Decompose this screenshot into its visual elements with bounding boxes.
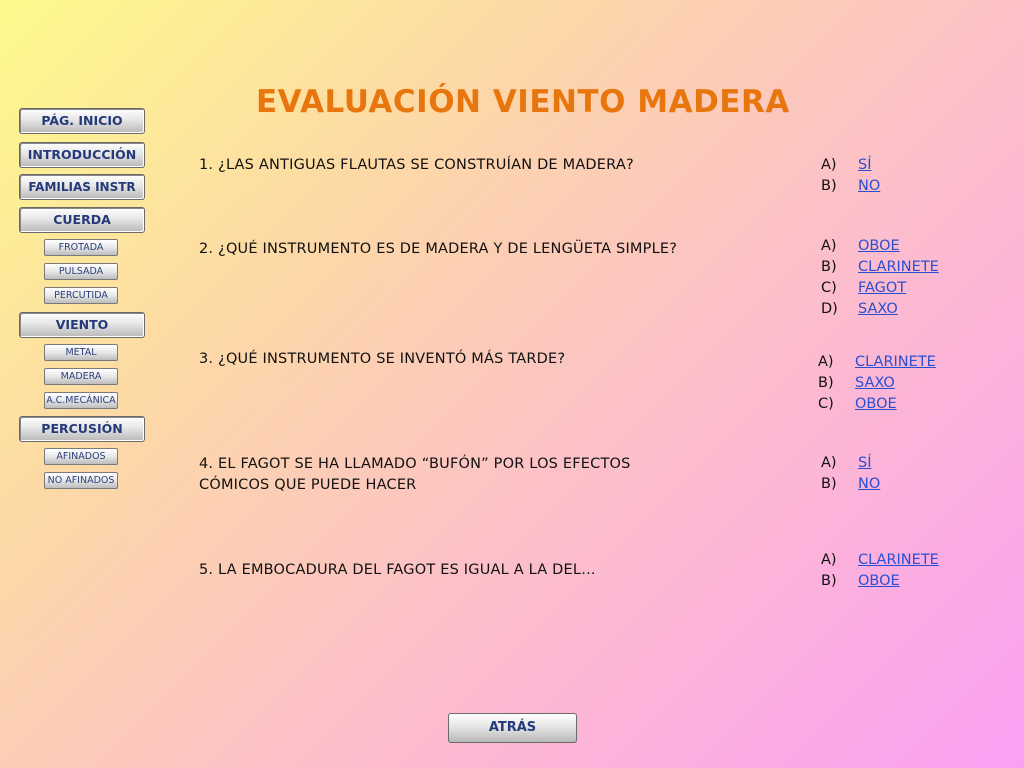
question-3: 3. ¿QUÉ INSTRUMENTO SE INVENTÓ MÁS TARDE? [199,351,566,367]
nav-button-madera[interactable]: MADERA [44,368,118,385]
option-letter: A) [821,552,837,568]
question-1-options [821,155,991,197]
option-letter: B) [821,178,837,194]
option-row [818,352,988,373]
nav-button-inicio[interactable]: PÁG. INICIO [19,108,145,134]
answer-link-q2-a[interactable]: OBOE [858,238,900,254]
option-row [821,453,991,474]
question-3-options [818,352,988,415]
answer-link-q2-c[interactable]: FAGOT [858,280,907,296]
answer-link-q4-b[interactable]: NO [858,476,881,492]
option-row [821,278,991,299]
nav-button-percusion[interactable]: PERCUSIÓN [19,416,145,442]
nav-button-cuerda[interactable]: CUERDA [19,207,145,233]
nav-button-acmecanica[interactable]: A.C.MECÁNICA [44,392,118,409]
page-title: EVALUACIÓN VIENTO MADERA [256,84,790,120]
question-5-options [821,550,991,592]
nav-button-noafinados[interactable]: NO AFINADOS [44,472,118,489]
option-letter: A) [818,354,834,370]
option-row [821,299,991,320]
option-row [821,257,991,278]
nav-button-introduccion[interactable]: INTRODUCCIÓN [19,142,145,168]
answer-link-q5-a[interactable]: CLARINETE [858,552,939,568]
option-row [821,550,991,571]
option-letter: A) [821,157,837,173]
option-row [821,236,991,257]
question-4 [199,454,789,496]
question-2: 2. ¿QUÉ INSTRUMENTO ES DE MADERA Y DE LENGÜETA SIMPLE? [199,241,678,257]
option-row [821,176,991,197]
option-row [821,155,991,176]
answer-link-q3-c[interactable]: OBOE [855,396,897,412]
answer-link-q4-a[interactable]: SÍ [858,455,872,471]
option-letter: A) [821,238,837,254]
option-row [818,373,988,394]
option-row [821,474,991,495]
answer-link-q5-b[interactable]: OBOE [858,573,900,589]
question-2-options [821,236,991,320]
option-letter: D) [821,301,838,317]
nav-button-percutida[interactable]: PERCUTIDA [44,287,118,304]
option-letter: C) [821,280,837,296]
option-letter: B) [821,476,837,492]
answer-link-q2-d[interactable]: SAXO [858,301,898,317]
answer-link-q3-b[interactable]: SAXO [855,375,895,391]
nav-button-metal[interactable]: METAL [44,344,118,361]
option-letter: A) [821,455,837,471]
question-4-line-2: CÓMICOS QUE PUEDE HACER [199,477,417,493]
question-1: 1. ¿LAS ANTIGUAS FLAUTAS SE CONSTRUÍAN DE MADERA? [199,157,634,173]
option-letter: B) [818,375,834,391]
option-row [821,571,991,592]
option-letter: B) [821,259,837,275]
option-row [818,394,988,415]
answer-link-q3-a[interactable]: CLARINETE [855,354,936,370]
nav-button-frotada[interactable]: FROTADA [44,239,118,256]
answer-link-q2-b[interactable]: CLARINETE [858,259,939,275]
answer-link-q1-a[interactable]: SÍ [858,157,872,173]
nav-button-pulsada[interactable]: PULSADA [44,263,118,280]
nav-button-familias[interactable]: FAMILIAS INSTR [19,174,145,200]
option-letter: C) [818,396,834,412]
nav-button-viento[interactable]: VIENTO [19,312,145,338]
answer-link-q1-b[interactable]: NO [858,178,881,194]
question-5: 5. LA EMBOCADURA DEL FAGOT ES IGUAL A LA DEL… [199,562,596,578]
option-letter: B) [821,573,837,589]
question-4-line-1: 4. EL FAGOT SE HA LLAMADO “BUFÓN” POR LOS EFECTOS [199,456,631,472]
question-4-options [821,453,991,495]
back-button[interactable]: ATRÁS [448,713,577,743]
nav-button-afinados[interactable]: AFINADOS [44,448,118,465]
